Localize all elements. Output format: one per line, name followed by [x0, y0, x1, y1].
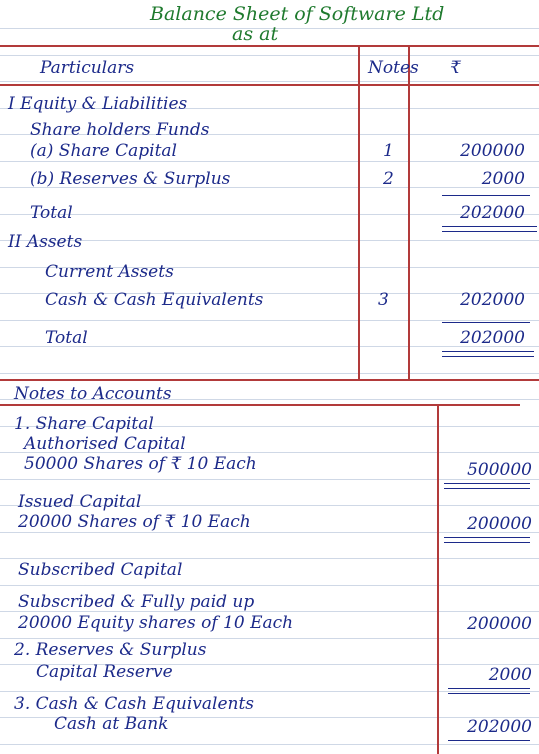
notes-amount-divider: [437, 404, 439, 754]
ruled-line: [0, 585, 539, 586]
total-double-underline-2: [442, 351, 534, 357]
authorised-capital-detail: 50000 Shares of ₹ 10 Each: [24, 454, 257, 474]
issued-capital-detail: 20000 Shares of ₹ 10 Each: [18, 512, 251, 532]
page-subtitle: as at: [232, 23, 279, 45]
issued-double-underline: [444, 537, 530, 543]
ruled-line: [0, 161, 539, 162]
ruled-line: [0, 744, 539, 745]
section-assets: II Assets: [8, 232, 83, 252]
cash-equivalents-label: Cash & Cash Equivalents: [45, 290, 264, 310]
total-amount-1: 202000: [460, 203, 525, 223]
share-capital-amount: 200000: [460, 141, 525, 161]
header-rule: [0, 45, 539, 47]
reserves-label: (b) Reserves & Surplus: [30, 169, 231, 189]
total-underline: [442, 195, 530, 196]
particulars-header: Particulars: [40, 58, 135, 78]
subscribed-capital-detail: 20000 Equity shares of 10 Each: [18, 613, 294, 633]
shareholders-funds-label: Share holders Funds: [30, 120, 210, 140]
issued-capital-amount: 200000: [467, 514, 532, 534]
subscribed-capital-label: Subscribed Capital: [18, 560, 183, 580]
cash-equivalents-note: 3: [378, 290, 389, 310]
notes-column-divider: [358, 45, 360, 380]
amount-column-divider: [408, 45, 410, 380]
notes-heading-rule: [0, 404, 520, 406]
cash-at-bank-amount: 202000: [467, 717, 532, 737]
cash-at-bank-label: Cash at Bank: [54, 714, 169, 734]
note2-title: 2. Reserves & Surplus: [14, 640, 207, 660]
capital-reserve-amount: 2000: [488, 665, 532, 685]
page-title: Balance Sheet of Software Ltd: [150, 3, 445, 25]
authorised-double-underline: [444, 483, 530, 489]
capital-reserve-double-underline: [448, 688, 530, 694]
share-capital-note: 1: [383, 141, 394, 161]
share-capital-label: (a) Share Capital: [30, 141, 177, 161]
note3-title: 3. Cash & Cash Equivalents: [14, 694, 255, 714]
reserves-note: 2: [383, 169, 394, 189]
section-equity-liabilities: I Equity & Liabilities: [8, 94, 188, 114]
total-label-1: Total: [30, 203, 73, 223]
column-head-rule: [0, 84, 539, 86]
balance-sheet-bottom-rule: [0, 379, 539, 381]
current-assets-label: Current Assets: [45, 262, 174, 282]
ruled-line: [0, 55, 539, 56]
subscribed-capital-amount: 200000: [467, 614, 532, 634]
ruled-line: [0, 373, 539, 374]
cash-at-bank-underline: [448, 740, 530, 741]
reserves-amount: 2000: [481, 169, 525, 189]
ruled-line: [0, 638, 539, 639]
subscribed-paid-label: Subscribed & Fully paid up: [18, 592, 255, 612]
total-amount-2: 202000: [460, 328, 525, 348]
ruled-line: [0, 81, 539, 82]
cash-equivalents-amount: 202000: [460, 290, 525, 310]
notes-header: Notes: [368, 58, 419, 78]
total-underline-2: [442, 322, 530, 323]
ruled-line: [0, 558, 539, 559]
total-double-underline-1: [442, 226, 537, 232]
notes-heading: Notes to Accounts: [14, 384, 172, 404]
authorised-capital-label: Authorised Capital: [24, 434, 186, 454]
note1-title: 1. Share Capital: [14, 414, 154, 434]
capital-reserve-label: Capital Reserve: [36, 662, 173, 682]
total-label-2: Total: [45, 328, 88, 348]
issued-capital-label: Issued Capital: [18, 492, 142, 512]
authorised-capital-amount: 500000: [467, 460, 532, 480]
amount-header: ₹: [450, 58, 461, 78]
ruled-line: [0, 320, 539, 321]
